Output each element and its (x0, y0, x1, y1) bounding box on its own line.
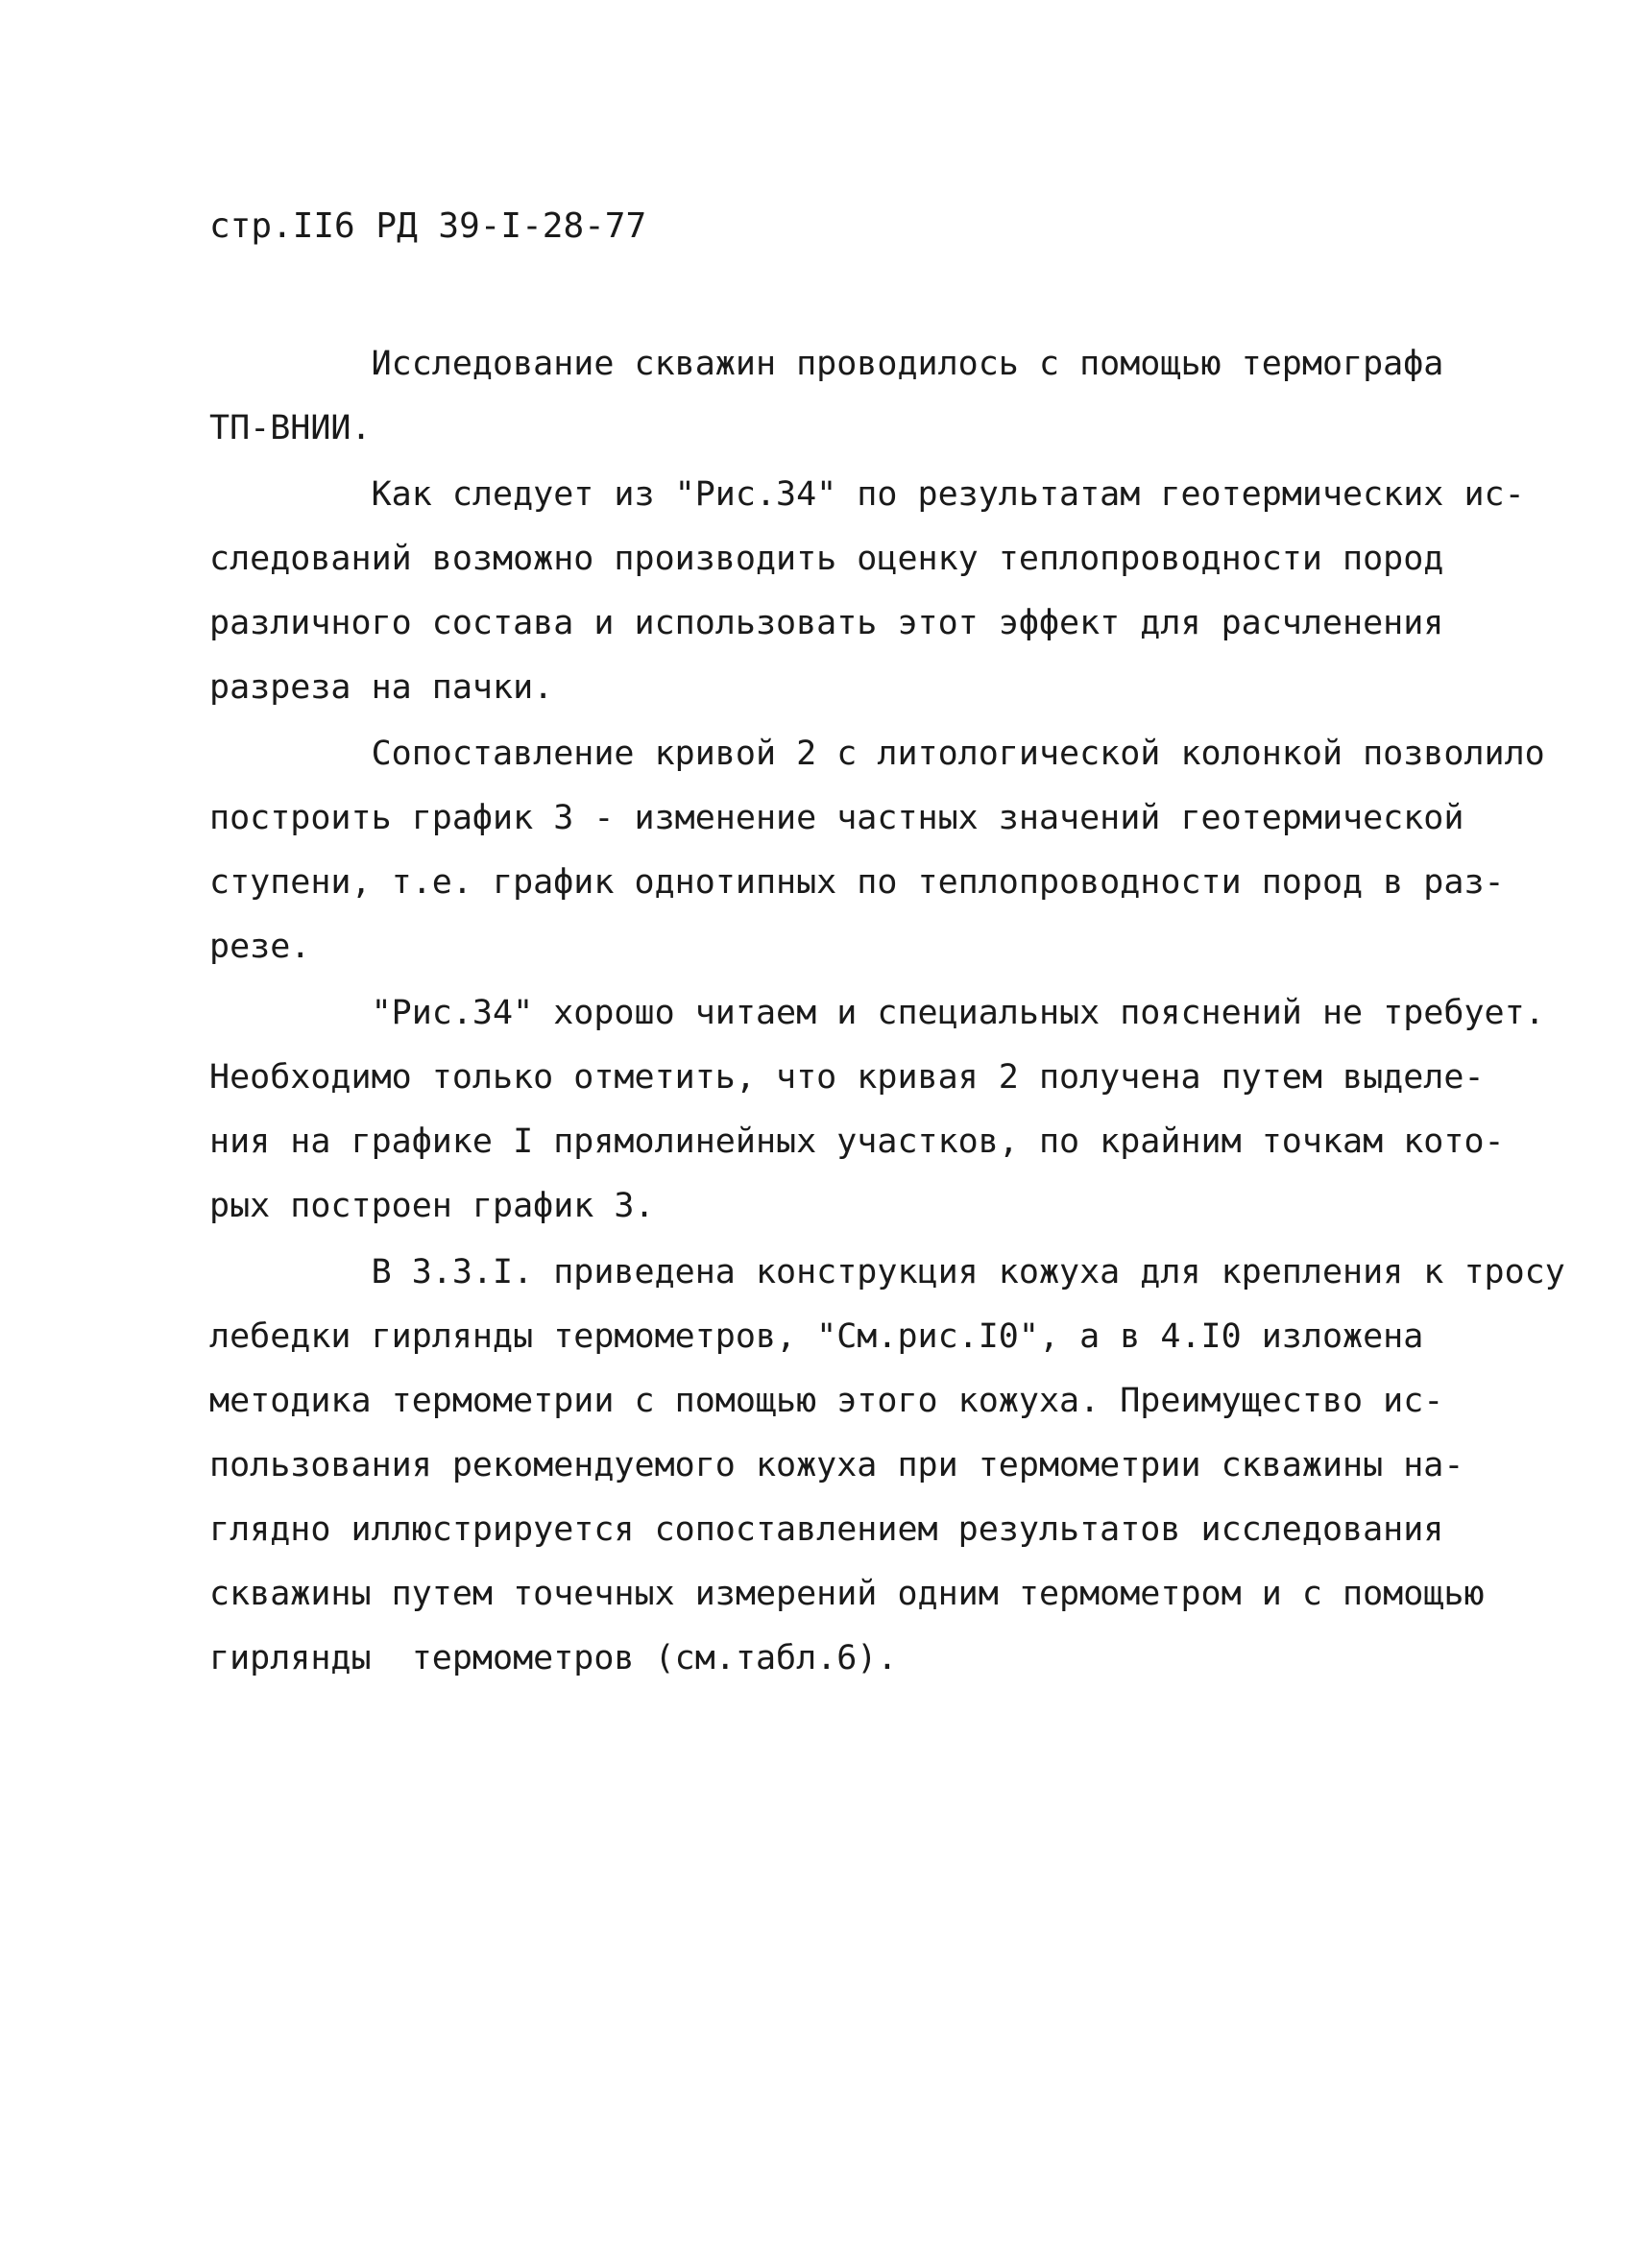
text-line: Исследование скважин проводилось с помощью термографа (209, 345, 1444, 383)
text-line: рых построен график 3. (209, 1187, 655, 1225)
text-line: скважины путем точечных измерений одним термометром и с помощью (209, 1575, 1485, 1613)
paragraph-figure-34-conductivity (209, 463, 1525, 720)
text-line: методика термометрии с помощью этого кожуха. Преимущество ис- (209, 1382, 1444, 1420)
text-line: следований возможно производить оценку теплопроводности пород (209, 540, 1444, 578)
page-header: стр.II6 РД 39-I-28-77 (209, 206, 647, 246)
text-line: гирлянды термометров (см.табл.6). (209, 1639, 898, 1677)
paragraph-curve-comparison (209, 722, 1545, 979)
text-line: построить график 3 - изменение частных значений геотермической (209, 799, 1464, 837)
paragraph-figure-34-reading (209, 981, 1545, 1239)
text-line: В 3.3.I. приведена конструкция кожуха для крепления к тросу (209, 1253, 1565, 1291)
text-line: пользования рекомендуемого кожуха при термометрии скважины на- (209, 1446, 1464, 1484)
text-line: Как следует из "Рис.34" по результатам геотермических ис- (209, 475, 1525, 514)
text-line: "Рис.34" хорошо читаем и специальных пояснений не требует. (209, 994, 1545, 1032)
text-line: глядно иллюстрируется сопоставлением результатов исследования (209, 1510, 1444, 1549)
text-line: резе. (209, 928, 311, 966)
text-line: ступени, т.е. график однотипных по теплопроводности пород в раз- (209, 863, 1505, 902)
text-line: Необходимо только отметить, что кривая 2 получена путем выделе- (209, 1058, 1485, 1097)
paragraph-casing-construction (209, 1241, 1565, 1691)
paragraph-research-method (209, 332, 1496, 461)
text-line: Сопоставление кривой 2 с литологической колонкой позволило (209, 735, 1545, 773)
text-line: лебедки гирлянды термометров, "См.рис.I0", а в 4.I0 изложена (209, 1317, 1424, 1356)
text-line: различного состава и использовать этот эффект для расчленения (209, 604, 1444, 642)
text-line: разреза на пачки. (209, 668, 554, 707)
document-body (209, 332, 1565, 1693)
text-line: ния на графике I прямолинейных участков, по крайним точкам кото- (209, 1122, 1505, 1161)
text-line: ТП-ВНИИ. (209, 409, 372, 447)
